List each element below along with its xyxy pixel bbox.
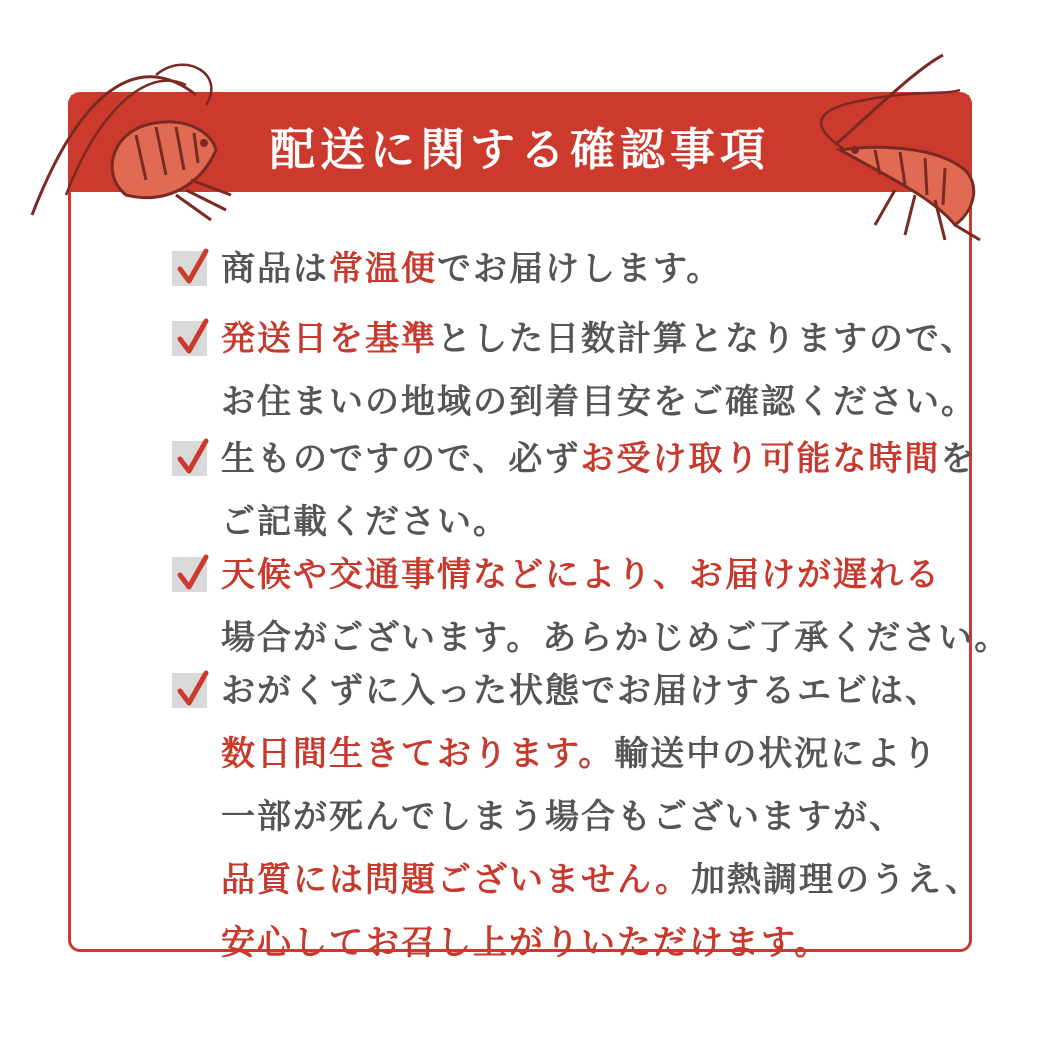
- item-line: [221, 669, 981, 732]
- checkmark-icon: [172, 251, 207, 286]
- checkmark-icon: [172, 441, 207, 476]
- page-title: 配送に関する確認事項: [269, 123, 770, 176]
- body-text: でお届けします。: [437, 249, 723, 289]
- body-text: 加熱調理のうえ、: [691, 860, 982, 900]
- highlight-text: 品質には問題ございません。: [221, 860, 692, 900]
- checkmark-icon: [172, 557, 207, 592]
- checkmark-icon: [172, 321, 207, 356]
- item-text: [221, 437, 976, 563]
- item-line: [221, 921, 981, 984]
- item-line: [221, 247, 722, 310]
- highlight-text: 数日間生きております。: [221, 734, 615, 774]
- shrimp-illustration-left: [26, 55, 246, 225]
- highlight-text: 発送日を基準: [221, 319, 437, 359]
- body-text: ご記載ください。: [221, 502, 509, 542]
- body-text: とした日数計算となりますので、: [437, 319, 977, 359]
- item-line: [221, 795, 981, 858]
- item-line: [221, 380, 977, 443]
- highlight-text: 天候や交通事情などにより、お届けが遅れる: [221, 555, 941, 595]
- checkmark-icon: [172, 673, 207, 708]
- shrimp-illustration-right: [795, 50, 1005, 250]
- body-text: お住まいの地域の到着目安をご確認ください。: [221, 382, 977, 422]
- body-text: おがくずに入った状態でお届けするエビは、: [221, 671, 941, 711]
- body-text: 輸送中の状況により: [614, 734, 939, 774]
- item-line: [221, 437, 976, 500]
- highlight-text: お受け取り可能な時間: [580, 439, 941, 479]
- item-text: [221, 669, 981, 984]
- body-text: を: [940, 439, 977, 479]
- body-text: 商品は: [221, 249, 329, 289]
- highlight-text: 安心してお召し上がりいただけます。: [221, 923, 831, 963]
- item-line: [221, 858, 981, 921]
- item-line: [221, 732, 981, 795]
- highlight-text: 常温便: [329, 249, 437, 289]
- body-text: 生ものですので、必ず: [221, 439, 581, 479]
- item-text: [221, 317, 977, 443]
- item-line: [221, 553, 1010, 616]
- body-text: 場合がございます。あらかじめご了承ください。: [221, 618, 1011, 658]
- item-text: [221, 553, 1010, 679]
- item-line: [221, 317, 977, 380]
- body-text: 一部が死んでしまう場合もございますが、: [221, 797, 905, 837]
- item-text: [221, 247, 722, 310]
